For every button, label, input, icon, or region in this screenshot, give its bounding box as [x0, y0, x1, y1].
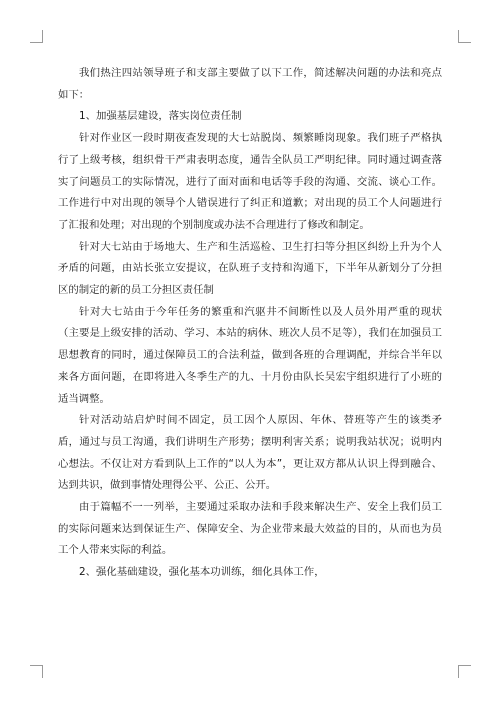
crop-mark-top-right — [458, 30, 471, 43]
body-paragraph: 由于篇幅不一一列举，主要通过采取办法和手段来解决生产、安全上我们员工的实际问题来达到保证生产、保障安全、为企业带来最大效益的目的，从而也为员工个人带来实际的利益。 — [58, 501, 442, 557]
crop-mark-top-left — [30, 30, 43, 43]
body-paragraph: 针对活动站启炉时间不固定，员工因个人原因、年休、替班等产生的该类矛盾，通过与员工沟通，我们讲明生产形势；摆明利害关系；说明我站状况；说明内心想法。不仅让对方看到队上工作的“以人为本”，更让双方都从认识上得到融合、达到共识，做到事情处理得公平、公正、公开。 — [58, 414, 442, 492]
crop-mark-bottom-right — [458, 665, 471, 678]
crop-mark-bottom-left — [30, 665, 43, 678]
body-paragraph: 针对作业区一段时期夜查发现的大七站脱岗、频繁睡岗现象。我们班子严格执行了上级考核，组织骨干严肃表明态度，通告全队员工严明纪律。同时通过调查落实了问题员工的实际情况，进行了面对面和电话等手段的沟通、交流、谈心工作。工作进行中对出现的领导个人错误进行了纠正和道歉；对出现的员工个人问题进行了汇报和处理；对出现的个别制度或办法不合理进行了修改和制定。 — [58, 132, 442, 231]
body-paragraph: 针对大七站由于场地大、生产和生活巡检、卫生打扫等分担区纠纷上升为个人矛盾的问题，由站长张立安提议，在队班子支持和沟通下，下半年从新划分了分担区的制定的新的员工分担区责任制 — [58, 240, 442, 297]
body-paragraph: 针对大七站由于今年任务的繁重和汽驱井不间断性以及人员外用严重的现状（主要是上级安排的活动、学习、本站的病休、班次人员不足等），我们在加强员工思想教育的同时，通过保障员工的合法利益，做到各班的合理调配，并综合半年以来各方面问题，在即将进入冬季生产的九、十月份由队长吴宏宇组织进行了小班的适当调整。 — [58, 305, 442, 405]
intro-paragraph: 我们热注四站领导班子和支部主要做了以下工作，简述解决问题的办法和亮点如下： — [58, 67, 442, 101]
document-body — [58, 63, 442, 584]
section-heading-1: 1、加强基层建设，落实岗位责任制 — [79, 110, 242, 123]
section-heading-2: 2、强化基础建设，强化基本功训练，细化具体工作， — [79, 566, 325, 579]
